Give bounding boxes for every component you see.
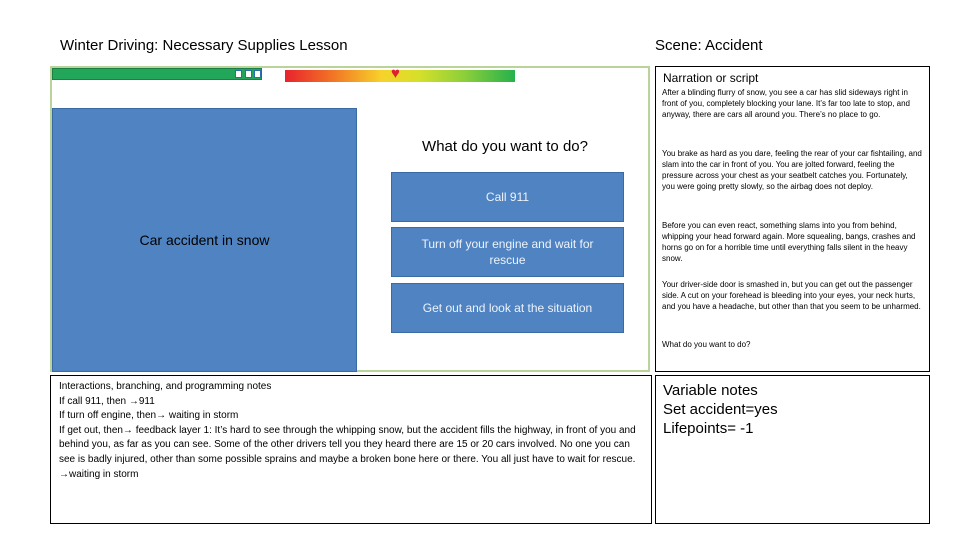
narration-paragraph: Before you can even react, something slams into you from behind, whipping your head forward again. More squealing, bangs, crashes and horns go on for a horrible time until everything falls silent in the heavy snow. [662, 221, 916, 263]
interactions-line: If turn off engine, then→ waiting in storm [59, 410, 239, 422]
progress-marker [245, 70, 252, 78]
question-prompt: What do you want to do? [422, 138, 588, 155]
narration-heading: Narration or script [663, 71, 759, 85]
scene-title: Scene: Accident [655, 37, 763, 54]
progress-bar [52, 68, 262, 80]
lifepoints-meter [285, 70, 515, 82]
narration-paragraph: After a blinding flurry of snow, you see a car has slid sideways right in front of you, completely blocking your lane. It’s far too late to stop, and anyway, there are cars all around you. There’s no place to go. [662, 88, 910, 119]
progress-marker [254, 70, 261, 78]
progress-marker [235, 70, 242, 78]
interactions-heading: Interactions, branching, and programming notes [59, 381, 272, 392]
interactions-notes [59, 380, 644, 482]
heart-icon: ♥ [391, 65, 400, 82]
variable-notes [663, 381, 778, 438]
variable-line: Lifepoints= -1 [663, 420, 754, 437]
lesson-title: Winter Driving: Necessary Supplies Lesson [60, 37, 348, 54]
variable-line: Set accident=yes [663, 401, 778, 418]
variable-notes-heading: Variable notes [663, 382, 758, 399]
narration-paragraph: You brake as hard as you dare, feeling the rear of your car fishtailing, and slam into the car in front of you. You are jolted forward, feeling the pressure across your chest as your seatbelt catches you. Fortunately, you were going pretty slowly, so the airbag does not deploy. [662, 149, 922, 191]
narration-paragraph: What do you want to do? [662, 340, 751, 349]
interactions-line: If get out, then→ feedback layer 1: It’s hard to see through the whipping snow, but the accident fills the highway, in front of you and behind you, as far as you can see. Some of the other drivers tell you they heard there are 15 or 20 cars involved. No one you can see is badly injured, other than some possible sprains and maybe a broken bone here or there. You all just have to wait for rescue. →waiting in storm [59, 424, 636, 480]
choice-get-out-button[interactable]: Get out and look at the situation [391, 283, 624, 333]
choice-call-911-button[interactable]: Call 911 [391, 172, 624, 222]
image-caption: Car accident in snow [139, 232, 270, 248]
narration-paragraph: Your driver-side door is smashed in, but you can get out the passenger side. A cut on your forehead is bleeding into your eyes, your neck hurts, and you have a headache, but other than that you seem to be unharmed. [662, 280, 921, 311]
interactions-line: If call 911, then →911 [59, 395, 155, 407]
choice-turn-off-engine-button[interactable]: Turn off your engine and wait for rescue [391, 227, 624, 277]
